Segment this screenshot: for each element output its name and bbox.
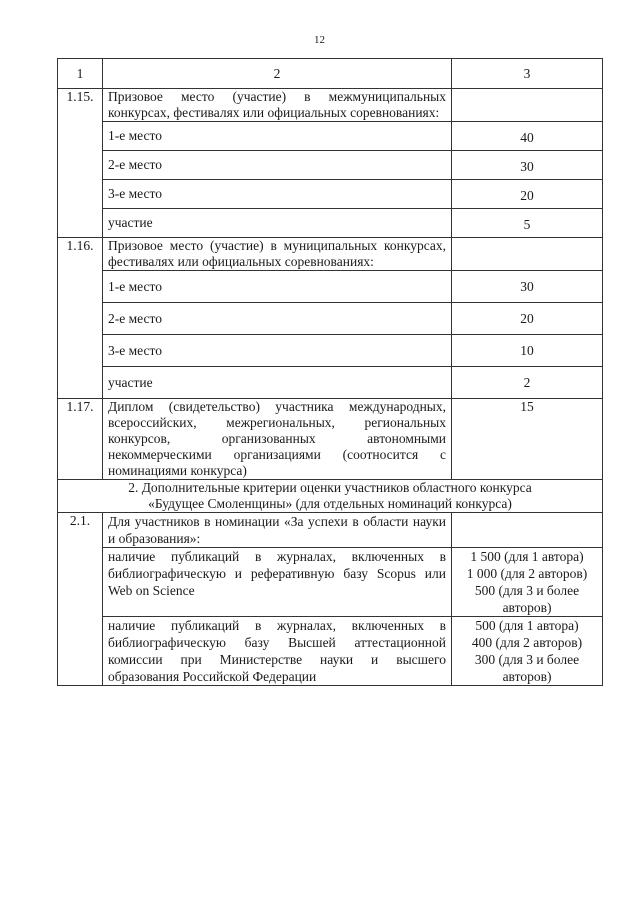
- row-number: 1.15.: [58, 89, 103, 238]
- row-number: 1.17.: [58, 399, 103, 480]
- table-row: [58, 548, 603, 617]
- table-row: [58, 480, 603, 513]
- score-value: 30: [452, 151, 603, 180]
- score-line: 400 (для 2 авторов): [471, 635, 583, 650]
- section-heading-line: «Будущее Смоленщины» (для отдельных номинаций конкурса): [148, 496, 512, 511]
- empty-cell: [452, 238, 603, 271]
- table-row: [58, 238, 603, 271]
- table-row: [58, 335, 603, 367]
- column-header-3: 3: [452, 59, 603, 89]
- criterion-description: наличие публикаций в журналах, включенных в библиографическую и реферативную базу Scopus или Web on Science: [103, 548, 452, 617]
- criterion-title: Призовое место (участие) в межмуниципальных конкурсах, фестивалях или официальных соревнованиях:: [103, 89, 452, 122]
- criteria-table: [57, 58, 603, 686]
- score-line: авторов): [502, 669, 552, 684]
- score-line: 500 (для 1 автора): [475, 618, 579, 633]
- score-values: [452, 617, 603, 686]
- row-number: 1.16.: [58, 238, 103, 399]
- place-label: 1-е место: [103, 122, 452, 151]
- place-label: участие: [103, 367, 452, 399]
- section-heading-line: 2. Дополнительные критерии оценки участников областного конкурса: [128, 480, 532, 495]
- empty-cell: [452, 513, 603, 548]
- place-label: участие: [103, 209, 452, 238]
- table-row: [58, 303, 603, 335]
- table-row: [58, 617, 603, 686]
- score-line: авторов): [502, 600, 552, 615]
- score-value: 5: [452, 209, 603, 238]
- score-line: 1 500 (для 1 автора): [470, 549, 584, 564]
- criterion-description: наличие публикаций в журналах, включенных в библиографическую базу Высшей аттестационной комиссии при Министерстве науки и высшего образования Российской Федерации: [103, 617, 452, 686]
- table-row: [58, 180, 603, 209]
- table-row: [58, 89, 603, 122]
- table-header-row: [58, 59, 603, 89]
- page-number: 12: [314, 34, 325, 46]
- place-label: 2-е место: [103, 151, 452, 180]
- score-line: 500 (для 3 и более: [474, 583, 580, 598]
- table-row: [58, 122, 603, 151]
- score-value: 15: [452, 399, 603, 480]
- table-row: [58, 151, 603, 180]
- score-value: 20: [452, 303, 603, 335]
- score-value: 30: [452, 271, 603, 303]
- empty-cell: [452, 89, 603, 122]
- table-row: [58, 271, 603, 303]
- column-header-1: 1: [58, 59, 103, 89]
- score-value: 10: [452, 335, 603, 367]
- place-label: 1-е место: [103, 271, 452, 303]
- row-number: 2.1.: [58, 513, 103, 686]
- score-value: 40: [452, 122, 603, 151]
- table-row: [58, 399, 603, 480]
- score-line: 300 (для 3 и более: [474, 652, 580, 667]
- score-values: [452, 548, 603, 617]
- table-row: [58, 367, 603, 399]
- column-header-2: 2: [103, 59, 452, 89]
- place-label: 3-е место: [103, 335, 452, 367]
- table-row: [58, 209, 603, 238]
- score-line: 1 000 (для 2 авторов): [466, 566, 588, 581]
- criterion-title: Призовое место (участие) в муниципальных конкурсах, фестивалях или официальных соревнованиях:: [103, 238, 452, 271]
- place-label: 2-е место: [103, 303, 452, 335]
- score-value: 20: [452, 180, 603, 209]
- section-heading: [58, 480, 603, 513]
- score-value: 2: [452, 367, 603, 399]
- place-label: 3-е место: [103, 180, 452, 209]
- criterion-title: Для участников в номинации «За успехи в области науки и образования»:: [103, 513, 452, 548]
- table-row: [58, 513, 603, 548]
- criterion-title: Диплом (свидетельство) участника международных, всероссийских, межрегиональных, региональных конкурсов, организованных автономными некоммерческими организациями (соотносится с номинациями конкурса): [103, 399, 452, 480]
